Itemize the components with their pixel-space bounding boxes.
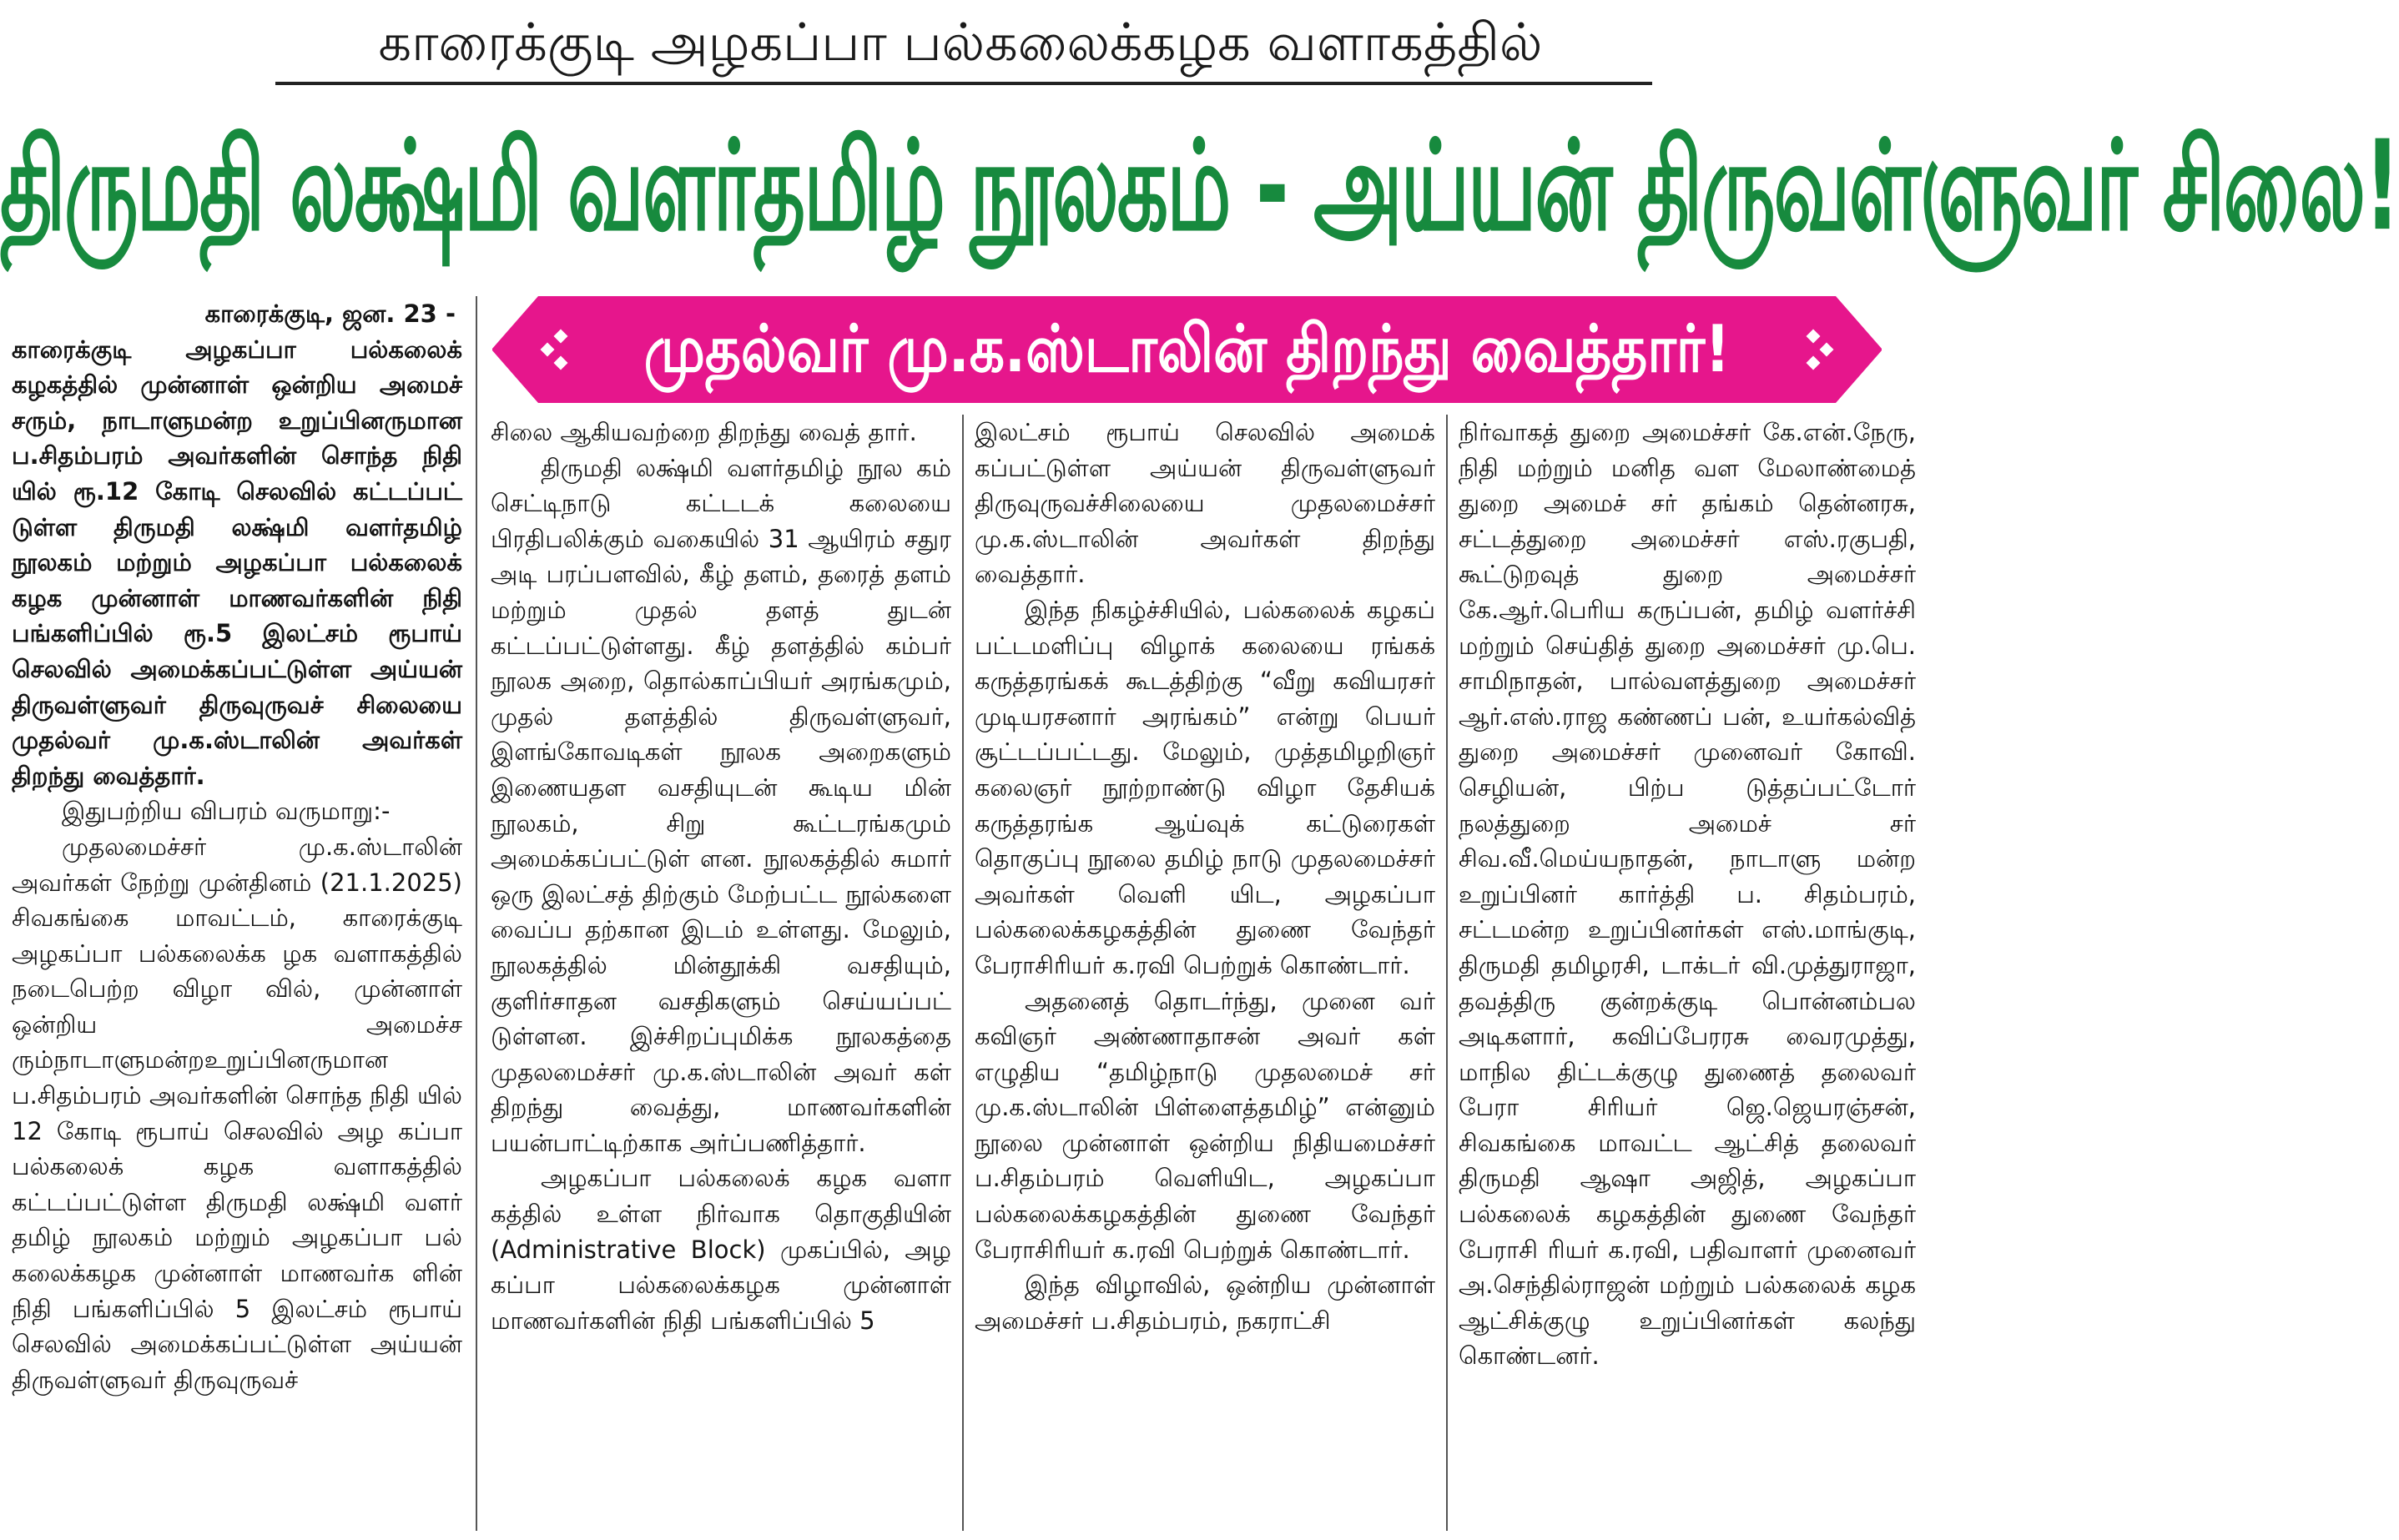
- body-paragraph: முதலமைச்சர் மு.க.ஸ்டாலின் அவர்கள் நேற்று முன்தினம் (21.1.2025) சிவகங்கை மாவட்டம், காரைக்குடி அழகப்பா பல்கலைக்க ழக வளாகத்தில் நடைபெற்ற விழா வில், முன்னாள் ஒன்றிய அமைச்ச ரும்நாடாளுமன்றஉறுப்பினருமான ப.சிதம்பரம் அவர்களின் சொந்த நிதி யில் 12 கோடி ரூபாய் செலவில் அழ கப்பா பல்கலைக் கழக வளாகத்தில் கட்டப்பட்டுள்ள திருமதி லக்ஷ்மி வளர் தமிழ் நூலகம் மற்றும் அழகப்பா பல் கலைக்கழக முன்னாள் மாணவர்க ளின் நிதி பங்களிப்பில் 5 இலட்சம் ரூபாய் செலவில் அமைக்கப்பட்டுள்ள அய்யன் திருவள்ளுவர் திருவுருவச்: [12, 832, 462, 1394]
- body-paragraph: இலட்சம் ரூபாய் செலவில் அமைக் கப்பட்டுள்ள அய்யன் திருவள்ளுவர் திருவுருவச்சிலையை முதலமைச்சர் மு.க.ஸ்டாலின் அவர்கள் திறந்து வைத்தார்.: [975, 418, 1435, 589]
- main-headline: திருமதி லக்ஷ்மி வளர்தமிழ் நூலகம் - அய்யன் திருவள்ளுவர் சிலை!: [0, 113, 2399, 259]
- column-divider: [476, 296, 477, 1531]
- body-paragraph: திருமதி லக்ஷ்மி வளர்தமிழ் நூல கம் செட்டிநாடு கட்டடக் கலையை பிரதிபலிக்கும் வகையில் 31 ஆயிரம் சதுர அடி பரப்பளவில், கீழ் தளம், தரைத் தளம் மற்றும் முதல் தளத் துடன் கட்டப்பட்டுள்ளது. கீழ் தளத்தில் கம்பர் நூலக அறை, தொல்காப்பியர் அரங்கமும், முதல் தளத்தில் திருவள்ளுவர், இளங்கோவடிகள் நூலக அறைகளும் இணையதள வசதியுடன் கூடிய மின் நூலகம், சிறு கூட்டரங்கமும் அமைக்கப்பட்டுள் ளன. நூலகத்தில் சுமார் ஒரு இலட்சத் திற்கும் மேற்பட்ட நூல்களை வைப்ப தற்கான இடம் உள்ளது. மேலும், நூலகத்தில் மின்தூக்கி வசதியும், குளிர்சாதன வசதிகளும் செய்யப்பட் டுள்ளன. இச்சிறப்புமிக்க நூலகத்தை முதலமைச்சர் மு.க.ஸ்டாலின் அவர் கள் திறந்து வைத்து, மாணவர்களின் பயன்பாட்டிற்காக அர்ப்பணித்தார்.: [491, 453, 951, 1157]
- subheadline-banner: [492, 296, 1882, 403]
- lead-paragraph: காரைக்குடி அழகப்பா பல்கலைக் கழகத்தில் முன்னாள் ஒன்றிய அமைச் சரும், நாடாளுமன்ற உறுப்பினருமான ப.சிதம்பரம் அவர்களின் சொந்த நிதி யில் ரூ.12 கோடி செலவில் கட்டப்பட் டுள்ள திருமதி லக்ஷ்மி வளர்தமிழ் நூலகம் மற்றும் அழகப்பா பல்கலைக் கழக முன்னாள் மாணவர்களின் நிதி பங்களிப்பில் ரூ.5 இலட்சம் ரூபாய் செலவில் அமைக்கப்பட்டுள்ள அய்யன் திருவள்ளுவர் திருவுருவச் சிலையை முதல்வர் மு.க.ஸ்டாலின் அவர்கள் திறந்து வைத்தார்.: [12, 335, 462, 790]
- banner-text: முதல்வர் மு.க.ஸ்டாலின் திறந்து வைத்தார்!: [643, 310, 1731, 387]
- body-paragraph: நிர்வாகத் துறை அமைச்சர் கே.என்.நேரு, நிதி மற்றும் மனித வள மேலாண்மைத் துறை அமைச் சர் தங்கம் தென்னரசு, சட்டத்துறை அமைச்சர் எஸ்.ரகுபதி, கூட்டுறவுத் துறை அமைச்சர் கே.ஆர்.பெரிய கருப்பன், தமிழ் வளர்ச்சி மற்றும் செய்தித் துறை அமைச்சர் மு.பெ. சாமிநாதன், பால்வளத்துறை அமைச்சர் ஆர்.எஸ்.ராஜ கண்ணப் பன், உயர்கல்வித் துறை அமைச்சர் முனைவர் கோவி. செழியன், பிற்ப டுத்தப்பட்டோர் நலத்துறை அமைச் சர் சிவ.வீ.மெய்யநாதன், நாடாளு மன்ற உறுப்பினர் கார்த்தி ப. சிதம்பரம், சட்டமன்ற உறுப்பினர்கள் எஸ்.மாங்குடி, திருமதி தமிழரசி, டாக்டர் வி.முத்துராஜா, தவத்திரு குன்றக்குடி பொன்னம்பல அடிகளார், கவிப்பேரரசு வைரமுத்து, மாநில திட்டக்குழு துணைத் தலைவர் பேரா சிரியர் ஜெ.ஜெயரஞ்சன், சிவகங்கை மாவட்ட ஆட்சித் தலைவர் திருமதி ஆஷா அஜித், அழகப்பா பல்கலைக் கழகத்தின் துணை வேந்தர் பேராசி ரியர் க.ரவி, பதிவாளர் முனைவர் அ.செந்தில்ராஜன் மற்றும் பல்கலைக் கழக ஆட்சிக்குழு உறுப்பினர்கள் கலந்து கொண்டனர்.: [1459, 418, 1916, 1371]
- body-paragraph: இந்த நிகழ்ச்சியில், பல்கலைக் கழகப் பட்டமளிப்பு விழாக் கலையை ரங்கக் கருத்தரங்கக் கூடத்திற்கு “வீறு கவியரசர் முடியரசனார் அரங்கம்” என்று பெயர் சூட்டப்பட்டது. மேலும், முத்தமிழறிஞர் கலைஞர் நூற்றாண்டு விழா தேசியக் கருத்தரங்க ஆய்வுக் கட்டுரைகள் தொகுப்பு நூலை தமிழ் நாடு முதலமைச்சர் அவர்கள் வெளி யிட, அழகப்பா பல்கலைக்கழகத்தின் துணை வேந்தர் பேராசிரியர் க.ரவி பெற்றுக் கொண்டார்.: [975, 595, 1435, 979]
- intro-paragraph: இதுபற்றிய விபரம் வருமாறு:-: [62, 797, 391, 826]
- body-paragraph: சிலை ஆகியவற்றை திறந்து வைத் தார்.: [491, 418, 917, 446]
- body-paragraph: இந்த விழாவில், ஒன்றிய முன்னாள் அமைச்சர் ப.சிதம்பரம், நகராட்சி: [975, 1271, 1435, 1335]
- article-column-2: [491, 415, 951, 1338]
- article-column-3: [975, 415, 1435, 1338]
- dateline: காரைக்குடி, ஜன. 23 -: [204, 299, 456, 328]
- column-divider: [1446, 415, 1448, 1531]
- article-column-1: [12, 296, 462, 1397]
- kicker-title: காரைக்குடி அழகப்பா பல்கலைக்கழக வளாகத்தில்: [378, 12, 1543, 73]
- column-divider: [962, 415, 964, 1531]
- body-paragraph: அழகப்பா பல்கலைக் கழக வளா கத்தில் உள்ள நிர்வாக தொகுதியின் (Administrative Block) முகப்பில், அழ கப்பா பல்கலைக்கழக முன்னாள் மாணவர்களின் நிதி பங்களிப்பில் 5: [491, 1164, 951, 1335]
- body-paragraph: அதனைத் தொடர்ந்து, முனை வர் கவிஞர் அண்ணாதாசன் அவர் கள் எழுதிய “தமிழ்நாடு முதலமைச் சர் மு.க.ஸ்டாலின் பிள்ளைத்தமிழ்” என்னும் நூலை முன்னாள் ஒன்றிய நிதியமைச்சர் ப.சிதம்பரம் வெளியிட, அழகப்பா பல்கலைக்கழகத்தின் துணை வேந்தர் பேராசிரியர் க.ரவி பெற்றுக் கொண்டார்.: [975, 986, 1435, 1264]
- article-column-4: [1459, 415, 1916, 1374]
